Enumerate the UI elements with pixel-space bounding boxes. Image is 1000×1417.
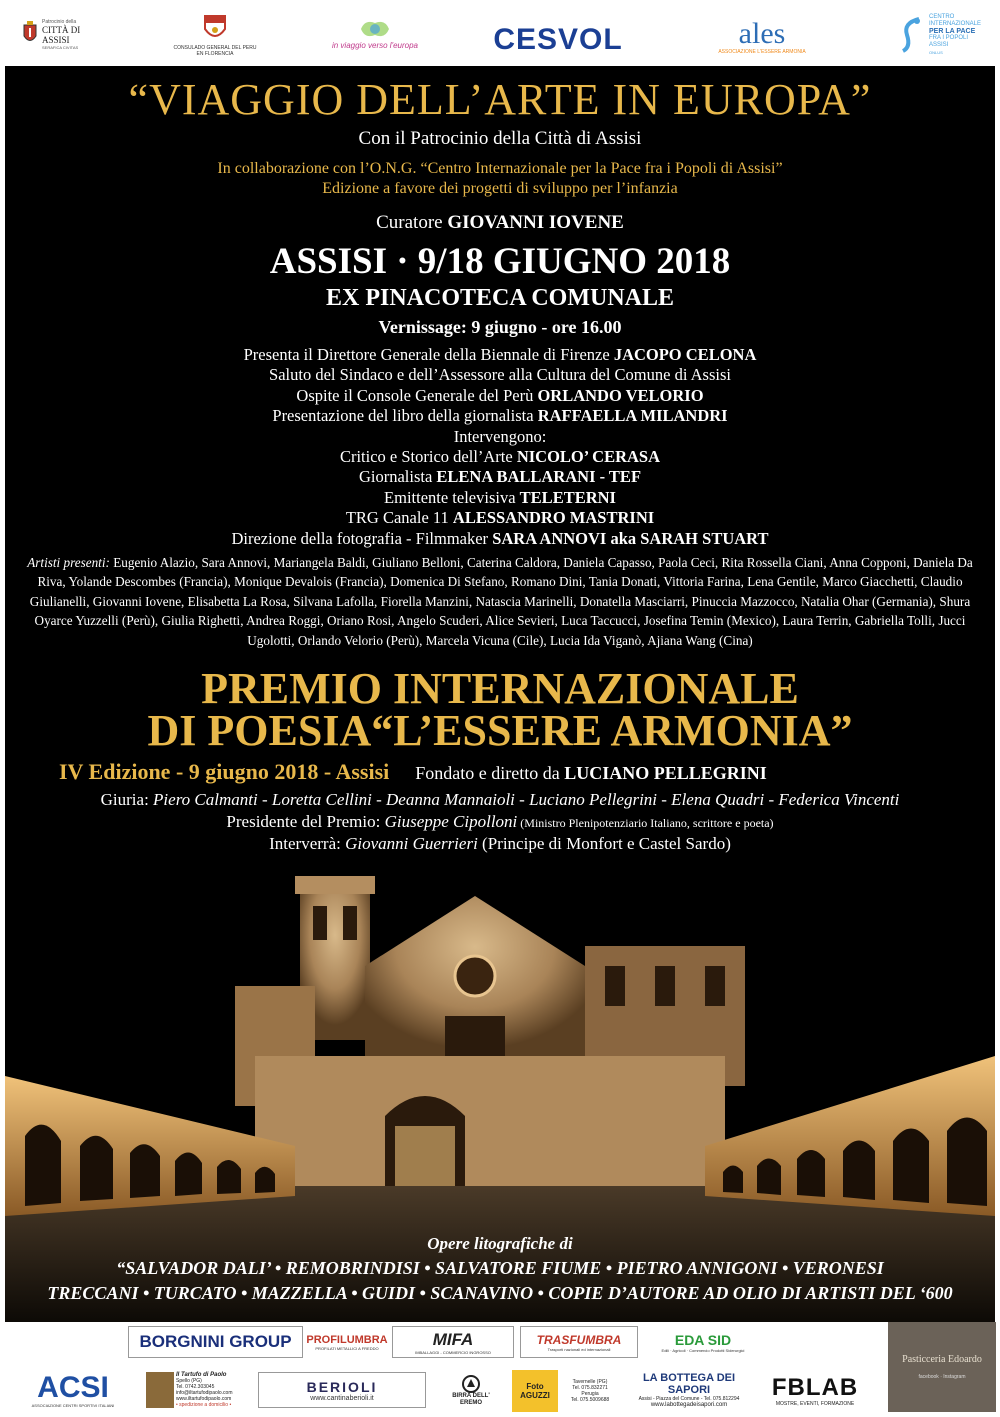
sponsors-bar — [0, 1322, 1000, 1417]
birra-text: BIRRA DELL' EREMO — [452, 1393, 490, 1406]
viaggio-label: in viaggio verso l'europa — [331, 40, 419, 50]
tartufo-l4: www.iltartufodipaolo.com — [176, 1396, 232, 1402]
profilumbra-sub: PROFILATI METALLICI A FREDDO — [315, 1345, 379, 1351]
edition-line: Edizione a favore dei progetti di sviluppo per l’infanzia — [322, 180, 678, 197]
eremo-badge-icon — [462, 1375, 480, 1393]
program-line-name: SARA ANNOVI aka SARAH STUART — [492, 528, 769, 548]
program-line-text: Emittente televisiva — [384, 487, 520, 507]
curator-label: Curatore — [376, 212, 443, 233]
trasfumbra-sub: Trasporti nazionali ed internazionali — [547, 1346, 611, 1352]
program-line — [5, 447, 995, 467]
bottega-text: LA BOTTEGA DEI SAPORI — [642, 1372, 736, 1396]
trasfumbra-logo — [520, 1326, 638, 1358]
program-line-name: ORLANDO VELORIO — [537, 385, 704, 405]
viaggio-europa-logo — [330, 10, 420, 56]
exhibition-title: “VIAGGIO DELL’ARTE IN EUROPA” — [128, 75, 872, 124]
artists-paragraph — [25, 553, 975, 650]
cesvol-text: CESVOL — [493, 23, 623, 56]
foto-l1: Tavernelle (PG) — [572, 1379, 608, 1385]
program-line-text: Giornalista — [358, 467, 437, 487]
program-line-name: JACOPO CELONA — [613, 345, 757, 364]
foto-text: Foto AGUZZI — [520, 1382, 550, 1400]
program-line-name: ELENA BALLARANI - TEF — [436, 467, 642, 487]
berioli-text: BERIOLI — [306, 1378, 378, 1395]
premio-founder — [415, 763, 767, 783]
program-line-text: Ospite il Console Generale del Perù — [296, 385, 538, 405]
tartufo-l3: info@iltartufodipaolo.com — [176, 1390, 233, 1396]
tartufo-l2: Tel. 0742.303045 — [176, 1384, 215, 1390]
program-line — [5, 365, 995, 385]
berioli-logo — [258, 1372, 426, 1408]
poster-body — [5, 66, 995, 1322]
program-line — [5, 488, 995, 508]
curator-name: GIOVANNI IOVENE — [447, 212, 624, 233]
bottega-sapori-logo — [628, 1368, 750, 1412]
centro-line-3: PER LA PACE — [928, 28, 976, 35]
assisi-logo — [18, 6, 90, 62]
bottega-l1: Assisi - Piazza del Comune - Tel. 075.812294 — [638, 1396, 740, 1402]
edoardo-social: facebook · Instagram — [918, 1374, 966, 1380]
fblab-logo — [760, 1370, 870, 1412]
dates-line: ASSISI · 9/18 GIUGNO 2018 — [269, 241, 731, 282]
acsi-text: ACSI — [37, 1370, 109, 1404]
program-line-text: Intervengono: — [453, 426, 547, 446]
assisi-name: CITTÀ DI ASSISI — [42, 24, 81, 45]
giuria-names: Piero Calmanti - Loretta Cellini - Deanna Mannaioli - Luciano Pellegrini - Elena Quadri - Federica Vincenti — [153, 790, 900, 809]
dove-icon — [899, 15, 925, 55]
interverra-note: (Principe di Monfort e Castel Sardo) — [477, 834, 731, 853]
fblab-sub: MOSTRE, EVENTI, FORMAZIONE — [775, 1401, 855, 1407]
birra-eremo-logo — [440, 1370, 502, 1412]
europe-map-icon — [355, 17, 395, 41]
mifa-sub: IMBALLAGGI - COMMERCIO INGROSSO — [415, 1349, 491, 1355]
program-line — [5, 508, 995, 528]
peru-shield-icon — [202, 13, 228, 43]
program-line-name: TELETERNI — [519, 487, 616, 507]
borgnini-logo — [128, 1326, 303, 1358]
trasfumbra-text: TRASFUMBRA — [536, 1332, 622, 1347]
tartufo-l5: • spedizione a domicilio • — [176, 1402, 232, 1408]
collaboration-line: In collaborazione con l’O.N.G. “Centro Internazionale per la Pace fra i Popoli di Assisi” — [217, 160, 783, 177]
centro-pace-logo — [890, 10, 990, 60]
acsi-sub: ASSOCIAZIONE CENTRI SPORTIVI ITALIANI — [31, 1402, 115, 1408]
coat-of-arms-icon — [22, 21, 38, 47]
presidente-name: Giuseppe Cipolloni — [384, 812, 518, 831]
consulado-logo — [170, 8, 260, 62]
pasticceria-edoardo-logo — [888, 1322, 996, 1412]
giuria-label: Giuria: — [100, 790, 154, 809]
opere-line-1: “SALVADOR DALI’ • REMOBRINDISI • SALVATORE FIUME • PIETRO ANNIGONI • VERONESI — [116, 1258, 884, 1278]
program-line — [5, 427, 995, 447]
fblab-text: FBLAB — [771, 1374, 859, 1401]
program-line — [5, 467, 995, 487]
cesvol-logo — [488, 20, 628, 60]
premio-title-2: DI POESIA“L’ESSERE ARMONIA” — [147, 706, 853, 755]
foto-aguzzi-logo — [512, 1370, 558, 1412]
premio-edition-row — [59, 759, 989, 785]
profilumbra-text: PROFILUMBRA — [306, 1333, 388, 1346]
program-line-text: Direzione della fotografia - Filmmaker — [231, 528, 493, 548]
premio-edition: IV Edizione - 9 giugno 2018 - Assisi — [59, 759, 390, 784]
mifa-text: MIFA — [432, 1329, 474, 1349]
centro-line-5: ASSISI — [928, 42, 949, 48]
presidente-line — [5, 812, 995, 832]
premio-title-1: PREMIO INTERNAZIONALE — [201, 664, 799, 713]
program-line-text: Saluto del Sindaco e dell’Assessore alla Cultura del Comune di Assisi — [269, 365, 731, 385]
presidente-note: (Ministro Plenipotenziario Italiano, scrittore e poeta) — [517, 816, 774, 830]
edoardo-text: Pasticceria Edoardo — [902, 1354, 982, 1365]
berioli-url: www.cantinaberioli.it — [310, 1394, 374, 1402]
edasid-logo — [644, 1326, 762, 1358]
interverra-name: Giovanni Guerrieri — [345, 834, 478, 853]
artists-label: Artisti presenti: — [27, 555, 110, 570]
program-line-text: Presentazione del libro della giornalista — [272, 406, 538, 426]
tartufo-l1: Spello (PG) — [176, 1378, 202, 1384]
opere-line-2: TRECCANI • TURCATO • MAZZELLA • GUIDI • SCANAVINO • COPIE D’AUTORE AD OLIO DI ARTISTI DEL ‘600 — [47, 1283, 953, 1303]
interverra-label: Interverrà: — [269, 834, 346, 853]
tartufo-photo — [146, 1372, 174, 1408]
ales-logo — [712, 14, 812, 60]
program-line-name: ALESSANDRO MASTRINI — [452, 508, 655, 528]
vernissage-line: Vernissage: 9 giugno - ore 16.00 — [378, 317, 622, 337]
consulado-label: CONSULADO GENERAL DEL PERU EN FLORENCIA — [173, 45, 257, 57]
founder-label: Fondato e diretto da — [415, 763, 565, 783]
program-line-name: NICOLO’ CERASA — [516, 447, 661, 466]
bottega-l2: www.labottegadeisapori.com — [650, 1402, 728, 1408]
curator-line — [5, 212, 995, 234]
founder-name: LUCIANO PELLEGRINI — [564, 763, 767, 783]
mifa-logo — [392, 1326, 514, 1358]
patrocinio-line: Con il Patrocinio della Città di Assisi — [358, 128, 642, 149]
giuria-line — [5, 790, 995, 810]
foto-aguzzi-info — [560, 1370, 620, 1412]
centro-line-2: INTERNAZIONALE — [928, 21, 981, 27]
assisi-small-label: Patrocinio della — [42, 18, 77, 25]
program-line — [5, 529, 995, 549]
borgnini-text: BORGNINI GROUP — [139, 1332, 292, 1351]
program-line — [5, 386, 995, 406]
venue-line: EX PINACOTECA COMUNALE — [325, 285, 675, 311]
profilumbra-logo — [306, 1326, 388, 1358]
interverra-line — [5, 834, 995, 854]
top-logo-bar — [0, 0, 1000, 66]
assisi-sub: SERAFICA CIVITAS — [42, 44, 79, 50]
edasid-sub: Edili · Agricoli · Commercio Prodotti Siderurgici — [661, 1347, 745, 1353]
centro-line-4: FRA I POPOLI — [928, 35, 968, 41]
presidente-label: Presidente del Premio: — [226, 812, 385, 831]
foto-l2: Tel. 075.832271 — [572, 1385, 608, 1391]
centro-line-1: CENTRO — [928, 14, 955, 20]
foto-l3: Perugia — [581, 1391, 599, 1397]
program-line-text: Presenta il Direttore Generale della Biennale di Firenze — [243, 345, 614, 364]
centro-line-6: ONLUS — [928, 50, 943, 55]
program-line-text: Critico e Storico dell’Arte — [339, 447, 517, 466]
program-line — [5, 406, 995, 426]
program-line-name: RAFFAELLA MILANDRI — [537, 406, 728, 426]
opere-heading: Opere litografiche di — [427, 1234, 573, 1253]
ales-sub: ASSOCIAZIONE L'ESSERE ARMONIA — [718, 49, 806, 55]
program-line — [5, 345, 995, 365]
artists-list: Eugenio Alazio, Sara Annovi, Mariangela Baldi, Giuliano Belloni, Caterina Caldora, Daniela Capasso, Paola Ceci, Rita Rossella Ciani, Anna Copponi, Daniela Da Riva, Yolande Descombes (Francia), Monique Devalois (Francia), Domenica Di Stefano, Romano Dini, Tania Donati, Vittoria Farina, Lena Gentile, Marco Giacchetti, Claudio Giulianelli, Giovanni Iovene, Elisabetta La Rosa, Silvana Lafolla, Fiorella Manzini, Natascia Marinelli, Donatella Masciarri, Pinuccia Mazzocco, Natalia Ohar (Germania), Shura Oyarce Yuzzelli (Perù), Giulia Righetti, Andrea Roggi, Oriano Rosi, Angelo Scuderi, Alice Sevieri, Luca Taccucci, Josefina Temin (Mexico), Laura Terrin, Gabriella Tolli, Jucci Ugolotti, Orlando Velorio (Perù), Marcela Vicuna (Cile), Lucia Ida Viganò, Ajiana Wang (Cina) — [29, 555, 973, 648]
program-line-text: TRG Canale 11 — [345, 508, 453, 528]
foto-l4: Tel. 075.5009688 — [570, 1397, 610, 1403]
edasid-text: EDA SID — [674, 1331, 732, 1348]
tartufo-text: Il Tartufo di Paolo — [176, 1372, 227, 1378]
ales-text: ales — [738, 17, 786, 50]
acsi-logo — [24, 1368, 122, 1412]
